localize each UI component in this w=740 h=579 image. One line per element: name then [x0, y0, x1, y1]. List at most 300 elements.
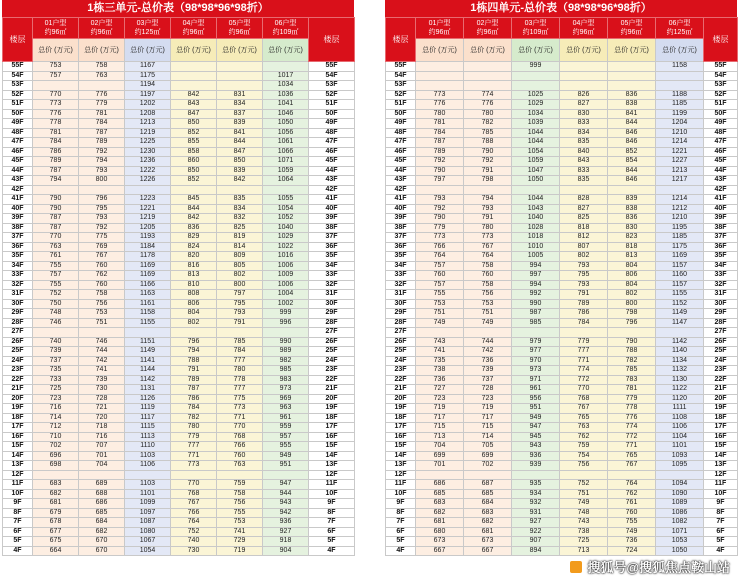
price-cell: 833	[560, 119, 608, 129]
floor-label: 29F	[3, 309, 33, 319]
price-cell: 1050	[512, 176, 560, 186]
price-cell: 780	[464, 223, 512, 233]
floor-label: 13F	[3, 461, 33, 471]
price-cell: 1193	[125, 233, 171, 243]
price-cell: 683	[416, 499, 464, 509]
price-cell: 934	[512, 489, 560, 499]
price-cell: 852	[171, 128, 217, 138]
price-cell: 927	[263, 527, 309, 537]
price-cell: 673	[464, 537, 512, 547]
table-row	[386, 271, 738, 281]
price-cell	[608, 62, 656, 72]
table-row	[3, 480, 355, 490]
price-cell: 994	[512, 261, 560, 271]
price-cell: 802	[560, 252, 608, 262]
price-cell: 785	[608, 366, 656, 376]
price-cell: 1047	[512, 166, 560, 176]
floor-label: 9F	[386, 499, 416, 509]
floor-label: 25F	[309, 347, 355, 357]
price-cell: 1111	[656, 404, 704, 414]
table-row	[3, 347, 355, 357]
price-cell: 687	[464, 480, 512, 490]
price-cell: 992	[512, 290, 560, 300]
floor-label: 54F	[386, 71, 416, 81]
floor-label: 33F	[309, 271, 355, 281]
price-cell: 931	[512, 508, 560, 518]
price-cell: 794	[79, 157, 125, 167]
floor-label: 40F	[386, 204, 416, 214]
price-cell: 798	[464, 176, 512, 186]
price-cell: 770	[560, 385, 608, 395]
table-row	[386, 451, 738, 461]
price-cell: 1094	[656, 480, 704, 490]
price-cell: 771	[608, 442, 656, 452]
table-row	[386, 252, 738, 262]
price-cell: 685	[79, 508, 125, 518]
price-cell: 994	[512, 280, 560, 290]
price-cell: 740	[171, 537, 217, 547]
floor-label: 7F	[386, 518, 416, 528]
price-cell: 685	[416, 489, 464, 499]
price-cell: 839	[608, 195, 656, 205]
floor-label: 4F	[704, 546, 738, 556]
price-cell: 790	[416, 214, 464, 224]
price-cell: 1093	[656, 451, 704, 461]
price-cell: 720	[79, 413, 125, 423]
price-cell: 841	[608, 109, 656, 119]
price-cell: 742	[79, 356, 125, 366]
price-cell	[560, 470, 608, 480]
table-row	[3, 271, 355, 281]
floor-label: 11F	[386, 480, 416, 490]
price-cell: 805	[217, 261, 263, 271]
price-cell: 1131	[125, 385, 171, 395]
floor-label: 18F	[386, 413, 416, 423]
floor-label: 52F	[386, 90, 416, 100]
price-cell: 949	[512, 413, 560, 423]
price-cell: 802	[217, 271, 263, 281]
price-cell: 1210	[656, 214, 704, 224]
price-cell: 1071	[263, 157, 309, 167]
price-cell: 832	[217, 214, 263, 224]
floor-label: 24F	[309, 356, 355, 366]
price-cell: 836	[608, 214, 656, 224]
floor-label: 25F	[704, 347, 738, 357]
price-cell	[33, 328, 79, 338]
price-cell: 790	[33, 204, 79, 214]
price-cell	[656, 185, 704, 195]
price-cell: 698	[33, 461, 79, 471]
floor-label: 18F	[704, 413, 738, 423]
price-cell	[464, 81, 512, 91]
price-header-cell	[33, 39, 79, 62]
table-row	[3, 337, 355, 347]
price-cell: 845	[171, 195, 217, 205]
price-cell: 999	[512, 62, 560, 72]
price-cell: 834	[217, 100, 263, 110]
price-cell: 1149	[656, 309, 704, 319]
price-cell: 809	[217, 252, 263, 262]
price-cell: 819	[217, 233, 263, 243]
price-cell	[512, 71, 560, 81]
floor-label: 40F	[3, 204, 33, 214]
price-cell: 1089	[656, 499, 704, 509]
price-cell: 814	[217, 242, 263, 252]
price-cell: 1169	[656, 252, 704, 262]
price-cell: 990	[263, 337, 309, 347]
price-cell: 770	[171, 480, 217, 490]
price-cell: 758	[79, 62, 125, 72]
floor-label: 55F	[309, 62, 355, 72]
floor-label: 42F	[3, 185, 33, 195]
table-row	[386, 347, 738, 357]
price-cell: 835	[217, 195, 263, 205]
price-cell: 778	[608, 404, 656, 414]
price-cell	[171, 328, 217, 338]
floor-label: 16F	[386, 432, 416, 442]
floor-label: 25F	[3, 347, 33, 357]
table-row	[386, 214, 738, 224]
unit-header-2	[79, 18, 125, 39]
price-cell: 894	[512, 546, 560, 556]
price-cell: 792	[79, 147, 125, 157]
price-cell	[217, 62, 263, 72]
price-cell	[608, 185, 656, 195]
price-cell: 959	[263, 423, 309, 433]
price-cell: 736	[608, 537, 656, 547]
watermark-text: 搜狐号@搜狐焦点鞍山站	[587, 560, 730, 575]
price-cell: 767	[171, 499, 217, 509]
price-cell: 1122	[656, 385, 704, 395]
table-row	[386, 299, 738, 309]
table-row	[386, 394, 738, 404]
floor-label: 15F	[386, 442, 416, 452]
price-cell: 1002	[263, 299, 309, 309]
price-cell: 753	[33, 62, 79, 72]
price-cell: 750	[33, 299, 79, 309]
price-cell: 792	[464, 157, 512, 167]
table-row	[386, 90, 738, 100]
price-cell: 705	[464, 442, 512, 452]
floor-label: 55F	[3, 62, 33, 72]
price-cell: 1029	[263, 233, 309, 243]
price-cell: 790	[33, 195, 79, 205]
price-cell	[656, 71, 704, 81]
floor-label: 42F	[704, 185, 738, 195]
floor-label: 51F	[386, 100, 416, 110]
price-cell: 1208	[125, 109, 171, 119]
price-cell: 773	[464, 233, 512, 243]
price-cell: 1147	[656, 318, 704, 328]
floor-label: 45F	[704, 157, 738, 167]
table-row	[386, 157, 738, 167]
unit-header-5	[217, 18, 263, 39]
table-row	[3, 356, 355, 366]
unit-name: 02户型	[90, 20, 113, 27]
floor-label: 53F	[309, 81, 355, 91]
price-cell: 789	[560, 299, 608, 309]
price-cell: 780	[464, 109, 512, 119]
table-row	[386, 62, 738, 72]
price-cell: 795	[217, 299, 263, 309]
floor-label: 47F	[386, 138, 416, 148]
price-cell: 757	[33, 271, 79, 281]
price-cell: 675	[33, 537, 79, 547]
price-cell: 806	[171, 299, 217, 309]
price-cell: 846	[608, 176, 656, 186]
table-row	[386, 546, 738, 556]
table-row	[386, 470, 738, 480]
price-cell: 1175	[125, 71, 171, 81]
price-cell: 935	[512, 480, 560, 490]
price-grid	[2, 17, 355, 556]
price-table-unit4	[385, 0, 737, 579]
price-cell	[217, 81, 263, 91]
price-cell	[512, 328, 560, 338]
price-label: 总价 (万元)	[84, 46, 119, 54]
price-cell: 835	[560, 138, 608, 148]
unit-area: 约96㎡	[182, 29, 205, 36]
price-cell: 945	[512, 432, 560, 442]
floor-label: 42F	[309, 185, 355, 195]
price-cell: 767	[79, 252, 125, 262]
table-row	[386, 461, 738, 471]
price-cell: 784	[33, 138, 79, 148]
table-row	[3, 62, 355, 72]
price-cell: 1059	[263, 166, 309, 176]
price-cell: 778	[217, 375, 263, 385]
price-cell: 793	[464, 204, 512, 214]
price-cell: 1106	[125, 461, 171, 471]
table-row	[3, 413, 355, 423]
price-cell: 973	[263, 385, 309, 395]
price-cell: 846	[608, 138, 656, 148]
price-cell: 755	[608, 518, 656, 528]
table-row	[3, 204, 355, 214]
price-cell: 780	[217, 366, 263, 376]
price-label: 总价 (万元)	[614, 46, 649, 54]
price-cell: 773	[33, 100, 79, 110]
price-cell: 773	[217, 404, 263, 414]
floor-label: 29F	[309, 309, 355, 319]
price-cell: 767	[608, 461, 656, 471]
price-cell: 780	[171, 423, 217, 433]
price-cell: 776	[33, 109, 79, 119]
unit-area: 约96㎡	[90, 29, 113, 36]
table-row	[3, 537, 355, 547]
table-row	[386, 280, 738, 290]
price-cell: 749	[416, 318, 464, 328]
price-cell: 1163	[125, 290, 171, 300]
floor-label: 22F	[386, 375, 416, 385]
price-cell: 844	[217, 138, 263, 148]
price-cell: 670	[79, 546, 125, 556]
table-row	[3, 81, 355, 91]
price-header-cell	[263, 39, 309, 62]
price-cell: 752	[560, 480, 608, 490]
price-cell: 844	[608, 166, 656, 176]
price-cell: 1071	[656, 527, 704, 537]
price-cell: 794	[33, 176, 79, 186]
table-row	[386, 499, 738, 509]
price-cell: 764	[416, 252, 464, 262]
price-cell: 1158	[656, 62, 704, 72]
price-cell: 787	[416, 138, 464, 148]
price-cell: 721	[79, 404, 125, 414]
price-cell	[79, 185, 125, 195]
floor-label: 54F	[3, 71, 33, 81]
floor-label: 28F	[704, 318, 738, 328]
price-cell	[656, 328, 704, 338]
floor-header-cell: 楼层	[386, 18, 416, 62]
price-cell: 774	[464, 90, 512, 100]
price-cell: 785	[464, 128, 512, 138]
price-cell: 779	[79, 100, 125, 110]
unit-area: 约109㎡	[522, 29, 549, 36]
price-cell: 757	[33, 71, 79, 81]
price-header-cell	[464, 39, 512, 62]
price-cell: 696	[33, 451, 79, 461]
table-row	[3, 318, 355, 328]
price-cell: 943	[263, 499, 309, 509]
price-cell: 719	[464, 404, 512, 414]
table-row	[3, 404, 355, 414]
price-cell	[263, 328, 309, 338]
floor-label: 24F	[386, 356, 416, 366]
price-cell: 751	[79, 318, 125, 328]
price-cell: 768	[560, 394, 608, 404]
price-cell: 755	[33, 261, 79, 271]
price-cell: 956	[512, 394, 560, 404]
floor-label: 26F	[386, 337, 416, 347]
floor-label: 44F	[704, 166, 738, 176]
floor-label: 15F	[3, 442, 33, 452]
price-cell: 757	[416, 280, 464, 290]
price-cell: 724	[608, 546, 656, 556]
floor-label: 35F	[3, 252, 33, 262]
floor-label: 16F	[3, 432, 33, 442]
table-row	[3, 375, 355, 385]
price-cell: 813	[171, 271, 217, 281]
price-cell: 787	[171, 385, 217, 395]
floor-label: 48F	[704, 128, 738, 138]
price-grid	[385, 17, 738, 556]
price-cell: 1108	[656, 413, 704, 423]
price-cell: 681	[464, 527, 512, 537]
price-cell: 760	[217, 451, 263, 461]
unit-name: 01户型	[44, 20, 67, 27]
price-cell: 804	[608, 261, 656, 271]
floor-label: 17F	[3, 423, 33, 433]
floor-label: 21F	[309, 385, 355, 395]
floor-label: 28F	[386, 318, 416, 328]
floor-label: 41F	[309, 195, 355, 205]
floor-label: 41F	[3, 195, 33, 205]
price-cell: 682	[416, 508, 464, 518]
price-cell: 843	[171, 100, 217, 110]
price-cell: 753	[416, 299, 464, 309]
floor-label: 16F	[309, 432, 355, 442]
floor-label: 16F	[704, 432, 738, 442]
price-cell: 818	[560, 223, 608, 233]
table-row	[386, 166, 738, 176]
floor-label: 34F	[704, 261, 738, 271]
price-cell: 813	[608, 252, 656, 262]
price-cell: 773	[171, 461, 217, 471]
price-header-cell	[656, 39, 704, 62]
price-cell: 1036	[263, 90, 309, 100]
price-cell: 728	[79, 394, 125, 404]
price-cell	[33, 81, 79, 91]
floor-label: 8F	[704, 508, 738, 518]
price-cell: 999	[263, 309, 309, 319]
price-cell: 804	[171, 309, 217, 319]
price-cell: 715	[464, 423, 512, 433]
price-cell: 1087	[125, 518, 171, 528]
price-cell: 744	[79, 347, 125, 357]
price-cell	[416, 62, 464, 72]
price-cell: 973	[512, 366, 560, 376]
floor-label: 48F	[3, 128, 33, 138]
floor-label: 7F	[3, 518, 33, 528]
table-row	[3, 166, 355, 176]
price-cell: 1115	[125, 423, 171, 433]
price-cell: 737	[464, 375, 512, 385]
floor-label: 8F	[3, 508, 33, 518]
floor-label: 19F	[3, 404, 33, 414]
price-cell	[416, 470, 464, 480]
price-cell: 683	[464, 508, 512, 518]
price-cell: 854	[608, 157, 656, 167]
price-cell	[171, 185, 217, 195]
price-cell: 707	[79, 442, 125, 452]
floor-label: 45F	[386, 157, 416, 167]
table-title: 1栋三单元-总价表（98*98*96*98折）	[2, 0, 354, 17]
price-cell: 824	[171, 242, 217, 252]
price-cell: 1221	[125, 204, 171, 214]
price-cell: 793	[79, 214, 125, 224]
price-cell: 728	[464, 385, 512, 395]
price-cell: 996	[263, 318, 309, 328]
price-cell: 735	[33, 366, 79, 376]
price-cell: 796	[608, 318, 656, 328]
unit-area: 约96㎡	[572, 29, 595, 36]
table-row	[3, 385, 355, 395]
floor-label: 33F	[3, 271, 33, 281]
price-cell: 1141	[125, 356, 171, 366]
price-cell: 1066	[263, 147, 309, 157]
price-cell: 949	[263, 451, 309, 461]
table-row	[3, 109, 355, 119]
floor-label: 12F	[386, 470, 416, 480]
price-cell: 779	[416, 223, 464, 233]
price-cell	[79, 328, 125, 338]
price-cell: 752	[171, 527, 217, 537]
price-cell: 756	[79, 299, 125, 309]
unit-name: 03户型	[524, 20, 547, 27]
unit-name: 03户型	[136, 20, 159, 27]
price-cell: 1160	[656, 271, 704, 281]
price-cell: 727	[416, 385, 464, 395]
price-header-cell	[171, 39, 217, 62]
price-cell	[560, 328, 608, 338]
floor-label: 13F	[309, 461, 355, 471]
floor-label: 31F	[3, 290, 33, 300]
price-cell	[512, 81, 560, 91]
price-cell: 838	[608, 204, 656, 214]
price-cell: 800	[608, 299, 656, 309]
price-cell: 743	[560, 518, 608, 528]
